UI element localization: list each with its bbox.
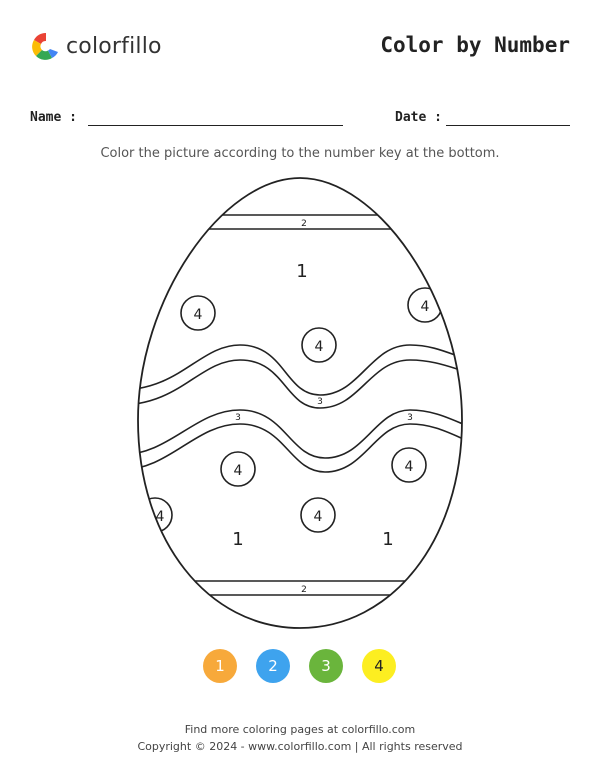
color-key-number: 1 (215, 657, 225, 675)
instructions: Color the picture according to the number key at the bottom. (100, 146, 500, 161)
color-key-number: 4 (374, 657, 384, 675)
region-label-wave-band: 3 (407, 413, 413, 423)
footer-promo: Find more coloring pages at colorfillo.com (184, 723, 416, 736)
page-title: Color by Number (380, 33, 570, 57)
region-label-bottom-area: 1 (382, 529, 394, 550)
region-label-top-area: 1 (296, 261, 308, 282)
color-key-number: 3 (321, 657, 331, 675)
region-label-wave-band: 3 (235, 413, 241, 423)
brand-name: colorfillo (66, 33, 162, 59)
region-label-bottom-area: 1 (232, 529, 244, 550)
color-key-swatch (256, 649, 290, 683)
egg-shape (100, 178, 500, 628)
name-label: Name : (30, 110, 77, 125)
region-label-circle: 4 (420, 299, 430, 315)
region-label-circle: 4 (233, 463, 243, 479)
date-label: Date : (395, 110, 442, 125)
color-key-swatch (309, 649, 343, 683)
region-label-circle: 4 (193, 307, 203, 323)
color-key-number: 2 (268, 657, 278, 675)
region-label-circle: 4 (314, 339, 324, 355)
color-key-swatch (362, 649, 396, 683)
region-label-circle: 4 (155, 509, 165, 525)
color-key-swatch (203, 649, 237, 683)
region-label-circle: 4 (313, 509, 323, 525)
region-label-circle: 4 (404, 459, 414, 475)
footer-copyright: Copyright © 2024 - www.colorfillo.com | All rights reserved (137, 740, 463, 753)
region-label-top-band: 2 (301, 219, 307, 229)
region-label-wave-band: 3 (317, 397, 323, 407)
region-label-bottom-band: 2 (301, 585, 307, 595)
